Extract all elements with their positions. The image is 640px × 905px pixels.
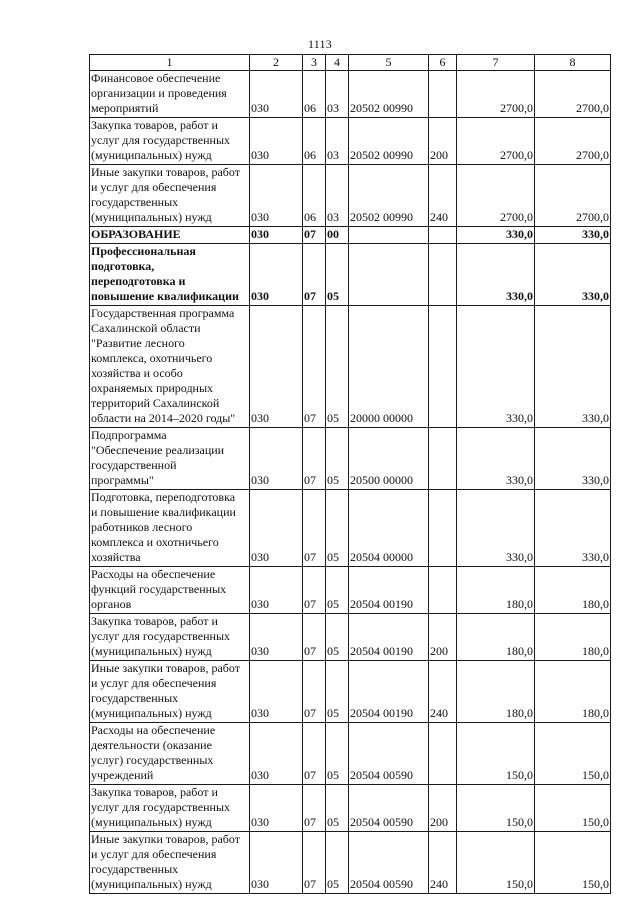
- cell-name-line: Иные закупки товаров, работ: [91, 661, 240, 675]
- table-row: [90, 614, 611, 661]
- cell-admin-code: 030: [250, 832, 303, 894]
- cell-name-line: переподготовка и: [91, 274, 186, 288]
- cell-section: 07: [303, 661, 326, 723]
- cell-amount-2018: 180,0: [457, 567, 535, 614]
- cell-name-line: (муниципальных) нужд: [91, 210, 212, 224]
- cell-amount-2019: 180,0: [535, 567, 611, 614]
- cell-name-line: государственных: [91, 862, 179, 876]
- table-row: [90, 723, 611, 785]
- cell-name: [90, 490, 250, 567]
- cell-admin-code: 030: [250, 785, 303, 832]
- cell-section: 07: [303, 244, 326, 306]
- cell-name: [90, 227, 250, 244]
- cell-target-article: 20504 00590: [349, 832, 429, 894]
- cell-target-article: 20502 00990: [349, 118, 429, 165]
- cell-section: 07: [303, 490, 326, 567]
- cell-name-line: территорий Сахалинской: [91, 396, 220, 410]
- page-number: 1113: [308, 37, 332, 51]
- cell-name-line: (муниципальных) нужд: [91, 815, 212, 829]
- cell-name-line: мероприятий: [91, 101, 159, 115]
- cell-name-line: и повышение квалификации: [91, 505, 236, 519]
- cell-admin-code: 030: [250, 71, 303, 118]
- cell-amount-2019: 330,0: [535, 244, 611, 306]
- cell-target-article: 20504 00590: [349, 723, 429, 785]
- cell-name-line: и услуг для обеспечения: [91, 847, 217, 861]
- table-row: [90, 567, 611, 614]
- cell-amount-2019: 180,0: [535, 614, 611, 661]
- table-row: [90, 71, 611, 118]
- cell-name-line: органов: [91, 597, 132, 611]
- cell-name: [90, 661, 250, 723]
- cell-name-line: охраняемых природных: [91, 381, 214, 395]
- cell-subsection: 05: [326, 428, 349, 490]
- cell-expense-type: [429, 490, 457, 567]
- cell-subsection: 05: [326, 244, 349, 306]
- cell-target-article: [349, 227, 429, 244]
- cell-section: 06: [303, 118, 326, 165]
- cell-name-line: (муниципальных) нужд: [91, 706, 212, 720]
- cell-amount-2019: 150,0: [535, 723, 611, 785]
- table-row: [90, 306, 611, 428]
- budget-table: [89, 54, 611, 894]
- cell-amount-2019: 150,0: [535, 832, 611, 894]
- cell-amount-2018: 150,0: [457, 785, 535, 832]
- cell-target-article: 20504 00190: [349, 661, 429, 723]
- cell-admin-code: 030: [250, 661, 303, 723]
- cell-target-article: 20502 00990: [349, 165, 429, 227]
- cell-name-line: учреждений: [91, 768, 154, 782]
- cell-name-line: Финансовое обеспечение: [91, 71, 221, 85]
- column-header: 2: [250, 55, 303, 71]
- cell-admin-code: 030: [250, 614, 303, 661]
- table-row: [90, 661, 611, 723]
- cell-name-line: Профессиональная: [91, 244, 196, 258]
- cell-target-article: [349, 244, 429, 306]
- cell-name-line: услуг) государственных: [91, 753, 214, 767]
- cell-section: 07: [303, 723, 326, 785]
- cell-name-line: Иные закупки товаров, работ: [91, 832, 240, 846]
- cell-target-article: 20502 00990: [349, 71, 429, 118]
- cell-admin-code: 030: [250, 428, 303, 490]
- cell-amount-2019: 2700,0: [535, 71, 611, 118]
- cell-name-line: (муниципальных) нужд: [91, 148, 212, 162]
- cell-target-article: 20500 00000: [349, 428, 429, 490]
- table-row: [90, 244, 611, 306]
- cell-amount-2018: 180,0: [457, 614, 535, 661]
- cell-subsection: 05: [326, 723, 349, 785]
- cell-name-line: комплекса, охотничьего: [91, 351, 213, 365]
- column-header: 7: [457, 55, 535, 71]
- cell-admin-code: 030: [250, 306, 303, 428]
- cell-subsection: 03: [326, 71, 349, 118]
- cell-name: [90, 118, 250, 165]
- cell-target-article: 20504 00190: [349, 614, 429, 661]
- cell-amount-2018: 330,0: [457, 490, 535, 567]
- column-header: 4: [326, 55, 349, 71]
- table-row: [90, 832, 611, 894]
- cell-name-line: хозяйства: [91, 550, 141, 564]
- cell-name-line: функций государственных: [91, 582, 227, 596]
- cell-expense-type: [429, 723, 457, 785]
- cell-section: 07: [303, 227, 326, 244]
- cell-name: [90, 614, 250, 661]
- cell-name: [90, 785, 250, 832]
- header-row: [90, 55, 611, 71]
- cell-name-line: программы": [91, 473, 154, 487]
- cell-name-line: Иные закупки товаров, работ: [91, 165, 240, 179]
- cell-name-line: Закупка товаров, работ и: [91, 785, 218, 799]
- cell-expense-type: 240: [429, 661, 457, 723]
- cell-expense-type: [429, 227, 457, 244]
- table-row: [90, 227, 611, 244]
- cell-name-line: услуг для государственных: [91, 800, 231, 814]
- cell-name: [90, 165, 250, 227]
- cell-name-line: области на 2014–2020 годы": [91, 411, 236, 425]
- cell-admin-code: 030: [250, 567, 303, 614]
- cell-subsection: 03: [326, 165, 349, 227]
- cell-section: 07: [303, 567, 326, 614]
- cell-expense-type: [429, 428, 457, 490]
- cell-amount-2019: 180,0: [535, 661, 611, 723]
- cell-subsection: 05: [326, 661, 349, 723]
- table-row: [90, 428, 611, 490]
- cell-admin-code: 030: [250, 227, 303, 244]
- cell-admin-code: 030: [250, 723, 303, 785]
- cell-name: [90, 306, 250, 428]
- cell-name: [90, 723, 250, 785]
- cell-expense-type: [429, 71, 457, 118]
- column-header: 1: [90, 55, 250, 71]
- cell-subsection: 05: [326, 490, 349, 567]
- cell-name-line: деятельности (оказание: [91, 738, 212, 752]
- cell-amount-2018: 2700,0: [457, 165, 535, 227]
- cell-name-line: государственных: [91, 195, 179, 209]
- cell-subsection: 05: [326, 614, 349, 661]
- cell-name-line: хозяйства и особо: [91, 366, 183, 380]
- cell-name: [90, 71, 250, 118]
- cell-subsection: 05: [326, 785, 349, 832]
- cell-amount-2018: 330,0: [457, 227, 535, 244]
- cell-amount-2018: 2700,0: [457, 118, 535, 165]
- cell-name-line: Закупка товаров, работ и: [91, 118, 218, 132]
- cell-name: [90, 832, 250, 894]
- column-header: 8: [535, 55, 611, 71]
- cell-name-line: государственной: [91, 458, 177, 472]
- cell-name-line: Подготовка, переподготовка: [91, 490, 236, 504]
- cell-name-line: "Обеспечение реализации: [91, 443, 225, 457]
- cell-amount-2019: 330,0: [535, 428, 611, 490]
- cell-subsection: 00: [326, 227, 349, 244]
- cell-expense-type: [429, 306, 457, 428]
- cell-amount-2019: 150,0: [535, 785, 611, 832]
- cell-subsection: 05: [326, 306, 349, 428]
- cell-name-line: подготовка,: [91, 259, 155, 273]
- cell-expense-type: 200: [429, 614, 457, 661]
- cell-name-line: ОБРАЗОВАНИЕ: [91, 227, 181, 241]
- cell-section: 07: [303, 428, 326, 490]
- cell-amount-2019: 2700,0: [535, 118, 611, 165]
- cell-subsection: 05: [326, 832, 349, 894]
- table-row: [90, 785, 611, 832]
- cell-amount-2018: 330,0: [457, 428, 535, 490]
- cell-target-article: 20504 00000: [349, 490, 429, 567]
- cell-amount-2018: 330,0: [457, 244, 535, 306]
- cell-expense-type: [429, 244, 457, 306]
- cell-name-line: Расходы на обеспечение: [91, 723, 216, 737]
- cell-name: [90, 428, 250, 490]
- cell-amount-2018: 330,0: [457, 306, 535, 428]
- cell-amount-2018: 180,0: [457, 661, 535, 723]
- cell-subsection: 05: [326, 567, 349, 614]
- cell-name-line: работников лесного: [91, 520, 193, 534]
- cell-name-line: повышение квалификации: [91, 289, 239, 303]
- table-row: [90, 165, 611, 227]
- cell-name-line: (муниципальных) нужд: [91, 644, 212, 658]
- cell-name-line: организации и проведения: [91, 86, 227, 100]
- cell-section: 06: [303, 165, 326, 227]
- cell-expense-type: [429, 567, 457, 614]
- cell-section: 07: [303, 785, 326, 832]
- cell-name: [90, 567, 250, 614]
- cell-section: 06: [303, 71, 326, 118]
- cell-amount-2018: 150,0: [457, 832, 535, 894]
- cell-name-line: государственных: [91, 691, 179, 705]
- cell-name-line: Государственная программа: [91, 306, 235, 320]
- table-row: [90, 490, 611, 567]
- cell-section: 07: [303, 306, 326, 428]
- column-header: 3: [303, 55, 326, 71]
- cell-name-line: комплекса и охотничьего: [91, 535, 219, 549]
- cell-expense-type: 200: [429, 785, 457, 832]
- column-header: 6: [429, 55, 457, 71]
- cell-section: 07: [303, 614, 326, 661]
- table-row: [90, 118, 611, 165]
- cell-section: 07: [303, 832, 326, 894]
- cell-expense-type: 240: [429, 165, 457, 227]
- cell-target-article: 20504 00190: [349, 567, 429, 614]
- cell-amount-2019: 330,0: [535, 490, 611, 567]
- cell-amount-2019: 330,0: [535, 306, 611, 428]
- column-header: 5: [349, 55, 429, 71]
- cell-admin-code: 030: [250, 244, 303, 306]
- cell-target-article: 20504 00590: [349, 785, 429, 832]
- cell-admin-code: 030: [250, 118, 303, 165]
- cell-target-article: 20000 00000: [349, 306, 429, 428]
- cell-name-line: и услуг для обеспечения: [91, 676, 217, 690]
- cell-name-line: Подпрограмма: [91, 428, 167, 442]
- cell-name-line: Расходы на обеспечение: [91, 567, 216, 581]
- cell-name-line: (муниципальных) нужд: [91, 877, 212, 891]
- cell-expense-type: 200: [429, 118, 457, 165]
- cell-name-line: услуг для государственных: [91, 133, 231, 147]
- cell-name-line: услуг для государственных: [91, 629, 231, 643]
- cell-name-line: Сахалинской области: [91, 321, 201, 335]
- cell-amount-2018: 150,0: [457, 723, 535, 785]
- cell-amount-2019: 330,0: [535, 227, 611, 244]
- cell-admin-code: 030: [250, 165, 303, 227]
- cell-name-line: "Развитие лесного: [91, 336, 185, 350]
- cell-amount-2019: 2700,0: [535, 165, 611, 227]
- cell-name-line: и услуг для обеспечения: [91, 180, 217, 194]
- cell-name: [90, 244, 250, 306]
- cell-subsection: 03: [326, 118, 349, 165]
- cell-expense-type: 240: [429, 832, 457, 894]
- cell-name-line: Закупка товаров, работ и: [91, 614, 218, 628]
- cell-amount-2018: 2700,0: [457, 71, 535, 118]
- cell-admin-code: 030: [250, 490, 303, 567]
